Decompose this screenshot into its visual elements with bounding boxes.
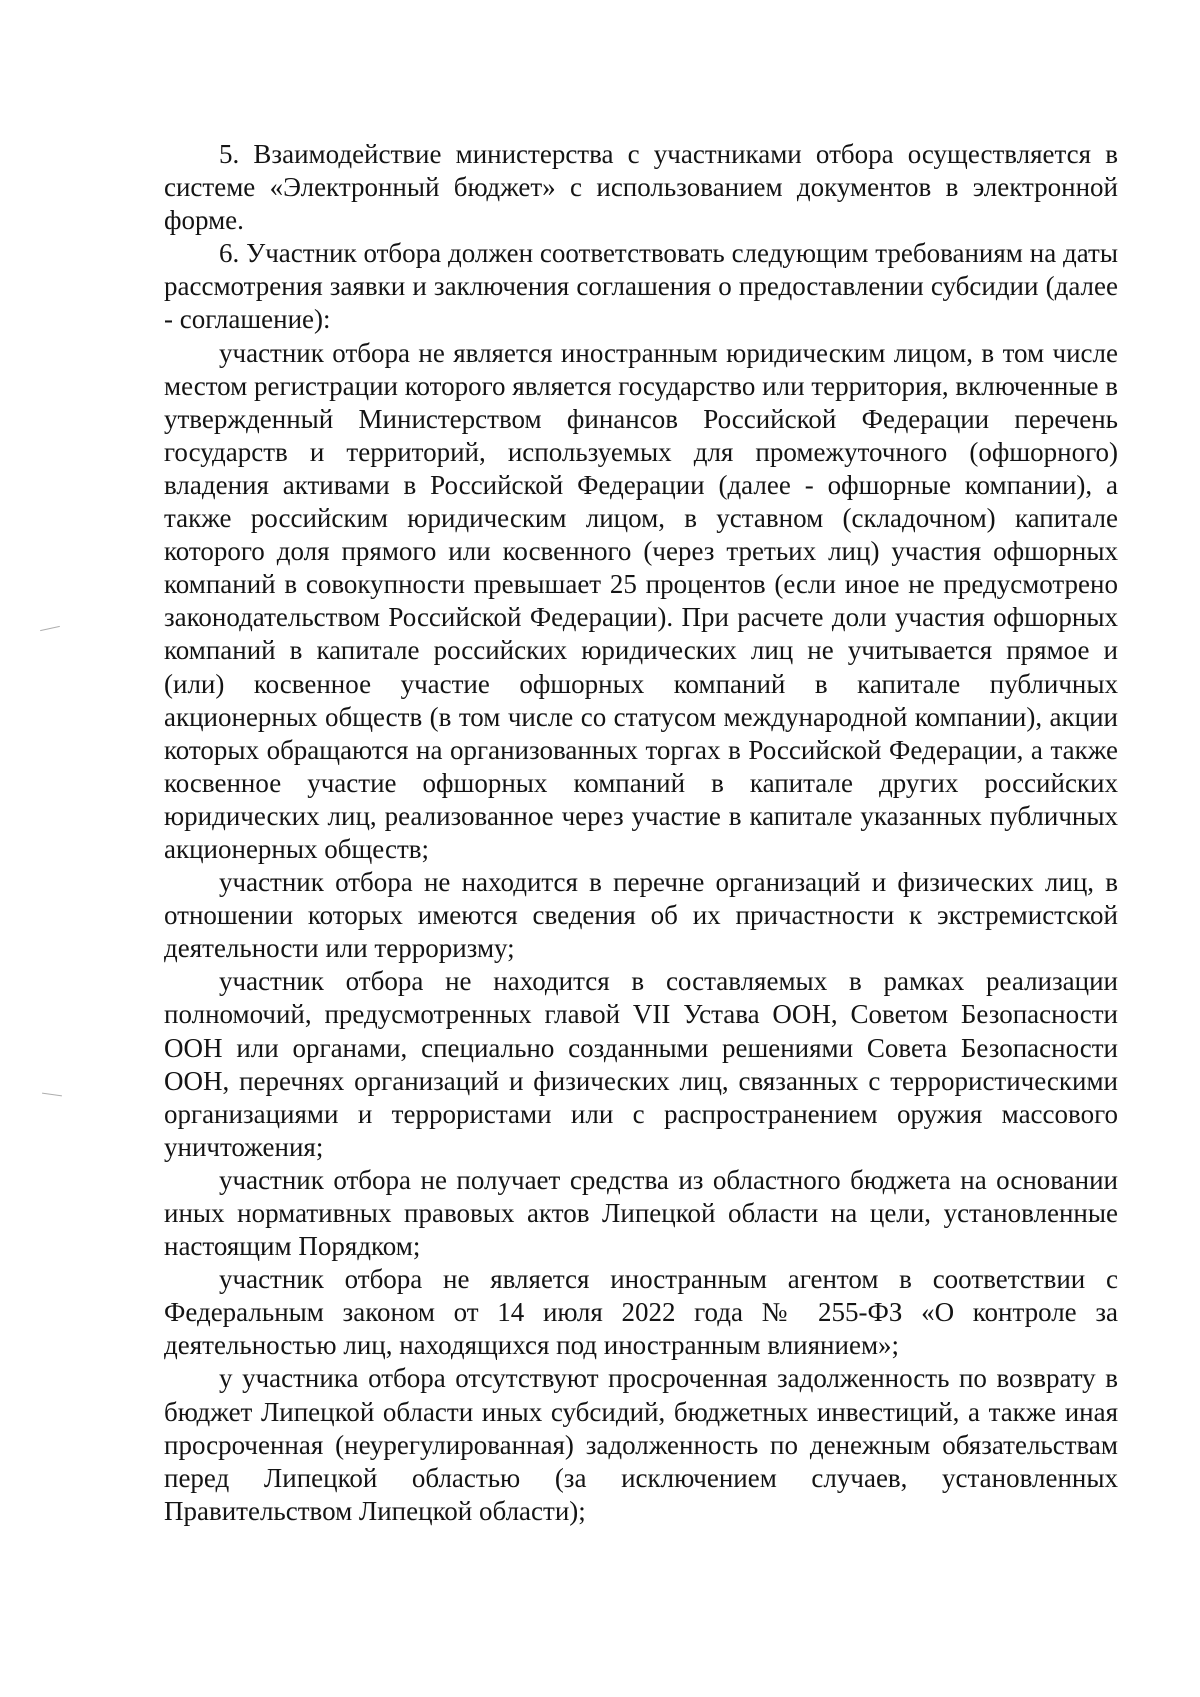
scan-artifact-mark (42, 1093, 62, 1097)
requirement-foreign-agent: участник отбора не является иностранным агентом в соответствии с Федеральным законом от 14 июля 2022 года № 255-ФЗ «О контроле за деятельностью лиц, находящихся под иностранным влиянием»; (164, 1264, 1118, 1361)
requirement-un-lists: участник отбора не находится в составляемых в рамках реализации полномочий, предусмотренных главой VII Устава ООН, Советом Безопасности ООН или органами, специально созданными решениями Совета Безопасности ООН, перечнях организаций и физических лиц, связанных с террористическими организациями и террористами или с распространением оружия массового уничтожения; (164, 966, 1118, 1162)
requirement-budget-funds: участник отбора не получает средства из областного бюджета на основании иных нормативных правовых актов Липецкой области на цели, установленные настоящим Порядком; (164, 1164, 1118, 1262)
document-page (164, 138, 1118, 1528)
requirement-extremism: участник отбора не находится в перечне организаций и физических лиц, в отношении которых имеются сведения об их причастности к экстремистской деятельности или терроризму; (164, 867, 1118, 964)
requirement-debt: у участника отбора отсутствуют просроченная задолженность по возврату в бюджет Липецкой области иных субсидий, бюджетных инвестиций, а также иная просроченная (неурегулированная) задолженность по денежным обязательствам перед Липецкой областью (за исключением случаев, установленных Правительством Липецкой области); (164, 1363, 1118, 1526)
scan-artifact-mark (40, 626, 60, 631)
requirement-offshore: участник отбора не является иностранным юридическим лицом, в том числе местом регистрации которого является государство или территория, включенные в утвержденный Министерством финансов Российской Федерации перечень государств и территорий, используемых для промежуточного (офшорного) владения активами в Российской Федерации (далее - офшорные компании), а также российским юридическим лицом, в уставном (складочном) капитале которого доля прямого или косвенного (через третьих лиц) участия офшорных компаний в совокупности превышает 25 процентов (если иное не предусмотрено законодательством Российской Федерации). При расчете доли участия офшорных компаний в капитале российских юридических лиц не учитывается прямое и (или) косвенное участие офшорных компаний в капитале публичных акционерных обществ (в том числе со статусом международной компании), акции которых обращаются на организованных торгах в Российской Федерации, а также косвенное участие офшорных компаний в капитале других российских юридических лиц, реализованное через участие в капитале указанных публичных акционерных обществ; (164, 337, 1118, 864)
paragraph-item-6: 6. Участник отбора должен соответствовать следующим требованиям на даты рассмотрения заявки и заключения соглашения о предоставлении субсидии (далее - соглашение): (164, 238, 1118, 335)
paragraph-item-5: 5. Взаимодействие министерства с участниками отбора осуществляется в системе «Электронный бюджет» с использованием документов в электронной форме. (164, 139, 1118, 236)
